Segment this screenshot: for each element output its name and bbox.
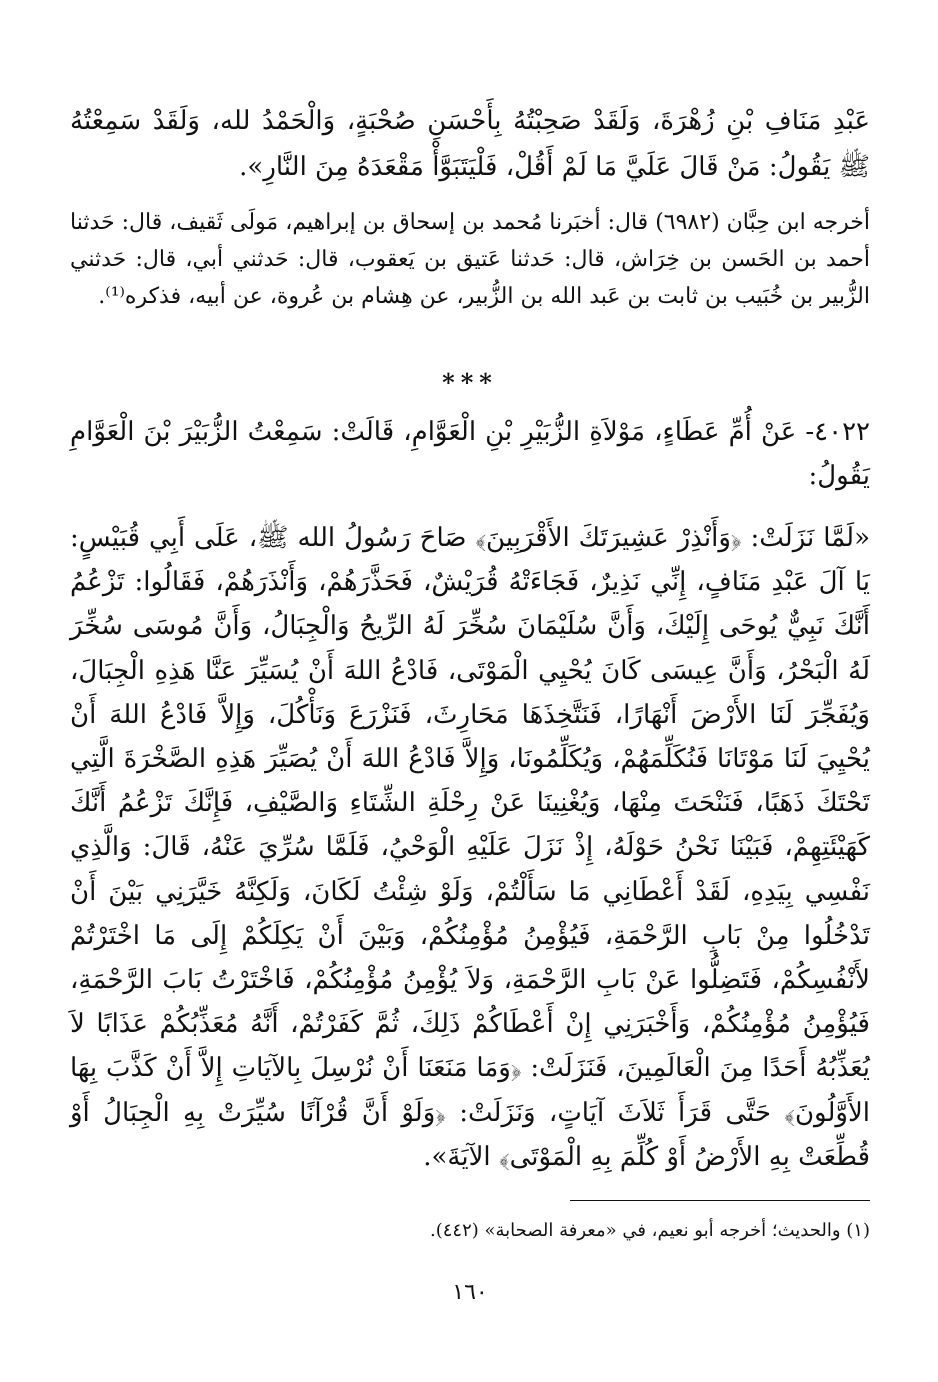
footnote: (١) والحديث؛ أخرجه أبو نعيم، في «معرفة الصحابة» (٤٤٢). (429, 1220, 870, 1241)
hadith-body: «لَمَّا نَزَلَتْ: ﴿وَأَنْذِرْ عَشِيرَتَكَ الأَقْرَبِينَ﴾ صَاحَ رَسُولُ الله ﷺ، عَلَى أَبِي قُبَيْسٍ: يَا آلَ عَبْدِ مَنَافٍ، إِنِّي نَذِيرٌ، فَجَاءَتْهُ قُرَيْشٌ، فَحَذَّرَهُمْ، وَأَنْذَرَهُمْ، فَقَالُوا: تَزْعُمُ أَنَّكَ نَبِيٌّ يُوحَى إِلَيْكَ، وَأَنَّ سُلَيْمَانَ سُخِّرَ لَهُ الرِّيحُ وَالْجِبَالُ، وَأَنَّ مُوسَى سُخِّرَ لَهُ الْبَحْرُ، وَأَنَّ عِيسَى كَانَ يُحْيِي الْمَوْتَى، فَادْعُ اللهَ أَنْ يُسَيِّرَ عَنَّا هَذِهِ الْجِبَالَ، وَيُفَجِّرَ لَنَا الأَرْضَ أَنْهَارًا، فَنَتَّخِذَهَا مَحَارِثَ، فَنَزْرَعَ وَنَأْكُلَ، وَإِلاَّ فَادْعُ اللهَ أَنْ يُحْيِيَ لَنَا مَوْتَانَا فَنُكَلِّمَهُمْ، وَيُكَلِّمُونَا، وَإِلاَّ فَادْعُ اللهَ أَنْ يُصَيِّرَ هَذِهِ الصَّخْرَةَ الَّتِي تَحْتَكَ ذَهَبًا، فَنَنْحَتَ مِنْهَا، وَيُغْنِينَا عَنْ رِحْلَةِ الشِّتَاءِ وَالصَّيْفِ، فَإِنَّكَ تَزْعُمُ أَنَّكَ كَهَيْئَتِهِمْ، فَبَيْنَا نَحْنُ حَوْلَهُ، إِذْ نَزَلَ عَلَيْهِ الْوَحْيُ، فَلَمَّا سُرِّيَ عَنْهُ، قَالَ: وَالَّذِي نَفْسِي بِيَدِهِ، لَقَدْ أَعْطَانِي مَا سَأَلْتُمْ، وَلَوْ شِئْتُ لَكَانَ، وَلَكِنَّهُ خَيَّرَنِي بَيْنَ أَنْ تَدْخُلُوا مِنْ بَابِ الرَّحْمَةِ، فَيُؤْمِنُ مُؤْمِنُكُمْ، وَبَيْنَ أَنْ يَكِلَكُمْ إِلَى مَا اخْتَرْتُمْ لأَنْفُسِكُمْ، فَتَضِلُّوا عَنْ بَابِ الرَّحْمَةِ، وَلاَ يُؤْمِنُ مُؤْمِنُكُمْ، فَاخْتَرْتُ بَابَ الرَّحْمَةِ، فَيُؤْمِنُ مُؤْمِنُكُمْ، وَأَخْبَرَنِي إِنْ أَعْطَاكُمْ ذَلِكَ، ثُمَّ كَفَرْتُمْ، أَنَّهُ مُعَذِّبُكُمْ عَذَابًا لاَ يُعَذِّبُهُ أَحَدًا مِنَ الْعَالَمِينَ، فَنَزَلَتْ: ﴿وَمَا مَنَعَنَا أَنْ نُرْسِلَ بِالآيَاتِ إِلاَّ أَنْ كَذَّبَ بِهَا الأَوَّلُونَ﴾ حَتَّى قَرَأَ ثَلاَثَ آيَاتٍ، وَنَزَلَتْ: ﴿وَلَوْ أَنَّ قُرْآنًا سُيِّرَتْ بِهِ الْجِبَالُ أَوْ قُطِّعَتْ بِهِ الأَرْضُ أَوْ كُلِّمَ بِهِ الْمَوْتَى﴾ الآيَةَ». (70, 523, 870, 1172)
intro-paragraph: عَبْدِ مَنَافِ بْنِ زُهْرَةَ، وَلَقَدْ صَحِبْتُهُ بِأَحْسَنِ صُحْبَةٍ، وَالْحَمْدُ لله، وَلَقَدْ سَمِعْتُهُ ﷺ يَقُولُ: مَنْ قَالَ عَلَيَّ مَا لَمْ أَقُلْ، فَلْيَتَبَوَّأْ مَقْعَدَهُ مِنَ النَّارِ». (70, 106, 870, 182)
hadith-heading: ٤٠٢٢- عَنْ أُمِّ عَطَاءٍ، مَوْلاَةِ الزُّبَيْرِ بْنِ الْعَوَّامِ، قَالَتْ: سَمِعْتُ الزُّبَيْرَ بْنَ الْعَوَّامِ يَقُولُ: (70, 417, 870, 491)
section-separator: *** (442, 368, 498, 397)
footnote-divider (570, 1200, 870, 1201)
book-page (70, 88, 870, 1348)
page-number: ١٦٠ (452, 1280, 488, 1305)
takhrij-paragraph: أخرجه ابن حِبَّان (٦٩٨٢) قال: أخبَرنا مُحمد بن إسحاق بن إبراهيم، مَولَى ثَقيف، قال: حَدثنا أحمد بن الحَسن بن خِرَاش، قال: حَدثنا عَتيق بن يَعقوب، قال: حَدثني أبي، قال: حَدثني الزُّبير بن خُبَيب بن ثابت بن عَبد الله بن الزُّبير، عن هِشام بن عُروة، عن أبيه، فذكره⁽¹⁾. (70, 210, 871, 309)
